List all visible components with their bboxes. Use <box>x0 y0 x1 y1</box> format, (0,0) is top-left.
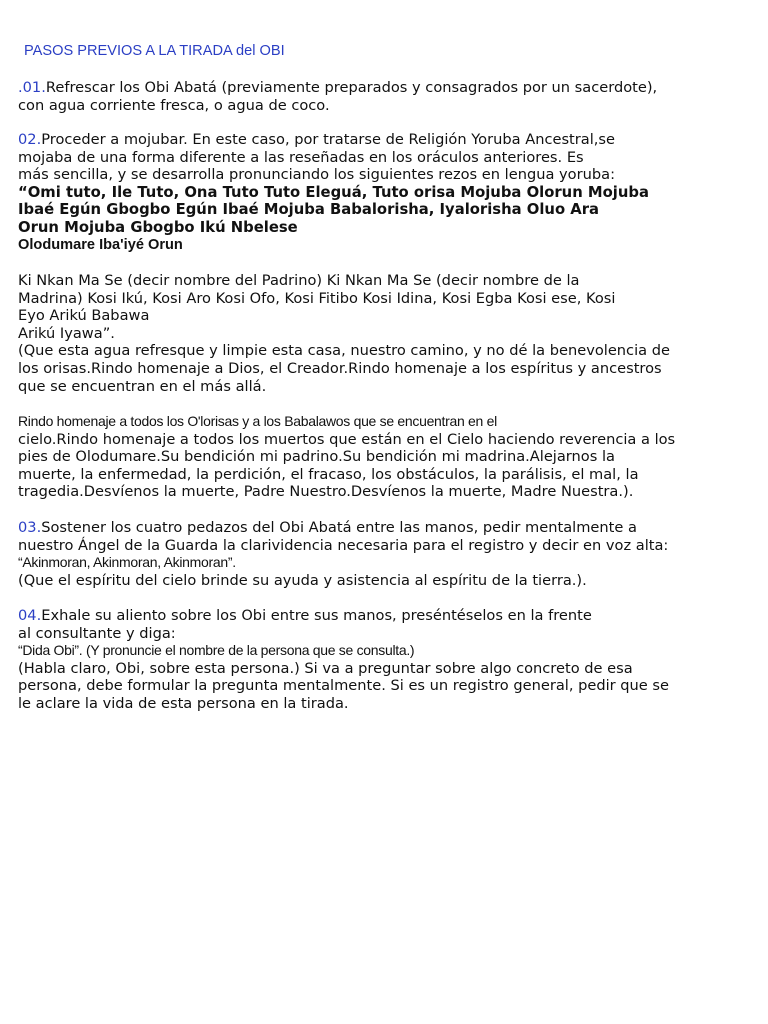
translation-line-3: que se encuentran en el más allá. <box>18 377 267 395</box>
step-1 <box>18 79 758 114</box>
prayer-bold-line-1: “Omi tuto, Ile Tuto, Ona Tuto Tuto Eleguá, Tuto orisa Mojuba Olorun Mojuba <box>18 183 649 201</box>
prayer-bold-line-4: Olodumare Iba'iyé Orun <box>18 236 183 253</box>
step-3 <box>18 519 758 589</box>
step-4-translation-line-3: le aclare la vida de esta persona en la tirada. <box>18 694 349 712</box>
step-4-translation-line-1: (Habla claro, Obi, sobre esta persona.) Si va a preguntar sobre algo concreto de esa <box>18 659 633 677</box>
document-title: PASOS PREVIOS A LA TIRADA del OBI <box>24 43 285 59</box>
prayer-bold-line-3: Orun Mojuba Gbogbo Ikú Nbelese <box>18 218 298 236</box>
translation-small-line: Rindo homenaje a todos los O'lorisas y a los Babalawos que se encuentran en el <box>18 413 497 429</box>
step-4-translation-line-2: persona, debe formular la pregunta mentalmente. Si es un registro general, pedir que se <box>18 677 670 695</box>
step-4-line-1: 04.Exhale su aliento sobre los Obi entre sus manos, preséntéselos en la frente <box>18 607 592 624</box>
prayer-cont-line-4: Arikú Iyawa”. <box>18 324 115 342</box>
translation-cont-line-4: tragedia.Desvíenos la muerte, Padre Nuestro.Desvíenos la muerte, Madre Nuestra.). <box>18 483 634 501</box>
step-3-line-2: nuestro Ángel de la Guarda la clarividencia necesaria para el registro y decir en voz alta: <box>18 536 669 554</box>
step-2-prayer-continued <box>18 272 758 395</box>
prayer-cont-line-1: Ki Nkan Ma Se (decir nombre del Padrino) Ki Nkan Ma Se (decir nombre de la <box>18 272 580 289</box>
step-1-number: .01. <box>18 79 46 96</box>
step-2-line-2: mojaba de una forma diferente a las reseñadas en los oráculos anteriores. Es <box>18 148 584 166</box>
step-1-line-2: con agua corriente fresca, o agua de coco. <box>18 96 330 114</box>
step-4-chant: “Dida Obi”. (Y pronuncie el nombre de la persona que se consulta.) <box>18 642 415 659</box>
step-3-chant: “Akinmoran, Akinmoran, Akinmoran”. <box>18 554 236 571</box>
step-2-number: 02. <box>18 131 42 148</box>
translation-cont-line-2: pies de Olodumare.Su bendición mi padrino.Su bendición mi madrina.Alejarnos la <box>18 448 615 466</box>
step-4-line-2: al consultante y diga: <box>18 624 176 642</box>
step-2 <box>18 131 758 254</box>
step-3-translation: (Que el espíritu del cielo brinde su ayuda y asistencia al espíritu de la tierra.). <box>18 571 587 589</box>
translation-cont-line-3: muerte, la enfermedad, la perdición, el fracaso, los obstáculos, la parálisis, el mal, la <box>18 465 639 483</box>
step-2-line-1: 02.Proceder a mojubar. En este caso, por tratarse de Religión Yoruba Ancestral,se <box>18 131 615 148</box>
step-4 <box>18 607 758 713</box>
step-2-line-3: más sencilla, y se desarrolla pronunciando los siguientes rezos en lengua yoruba: <box>18 166 615 184</box>
step-3-number: 03. <box>18 519 42 536</box>
step-1-line-1: .01.Refrescar los Obi Abatá (previamente preparados y consagrados por un sacerdote), <box>18 79 658 96</box>
translation-line-1: (Que esta agua refresque y limpie esta casa, nuestro camino, y no dé la benevolencia de <box>18 342 670 360</box>
prayer-bold-line-2: Ibaé Egún Gbogbo Egún Ibaé Mojuba Babalorisha, Iyalorisha Oluo Ara <box>18 201 600 219</box>
translation-line-2: los orisas.Rindo homenaje a Dios, el Creador.Rindo homenaje a los espíritus y ancestros <box>18 359 662 377</box>
step-2-translation-continued <box>18 413 758 501</box>
prayer-cont-line-3: Eyo Arikú Babawa <box>18 307 150 325</box>
prayer-cont-line-2: Madrina) Kosi Ikú, Kosi Aro Kosi Ofo, Kosi Fitibo Kosi Idina, Kosi Egba Kosi ese, Kosi <box>18 289 616 307</box>
step-4-number: 04. <box>18 607 42 624</box>
translation-cont-line-1: cielo.Rindo homenaje a todos los muertos que están en el Cielo haciendo reverencia a los <box>18 430 676 448</box>
step-3-line-1: 03.Sostener los cuatro pedazos del Obi Abatá entre las manos, pedir mentalmente a <box>18 519 637 536</box>
